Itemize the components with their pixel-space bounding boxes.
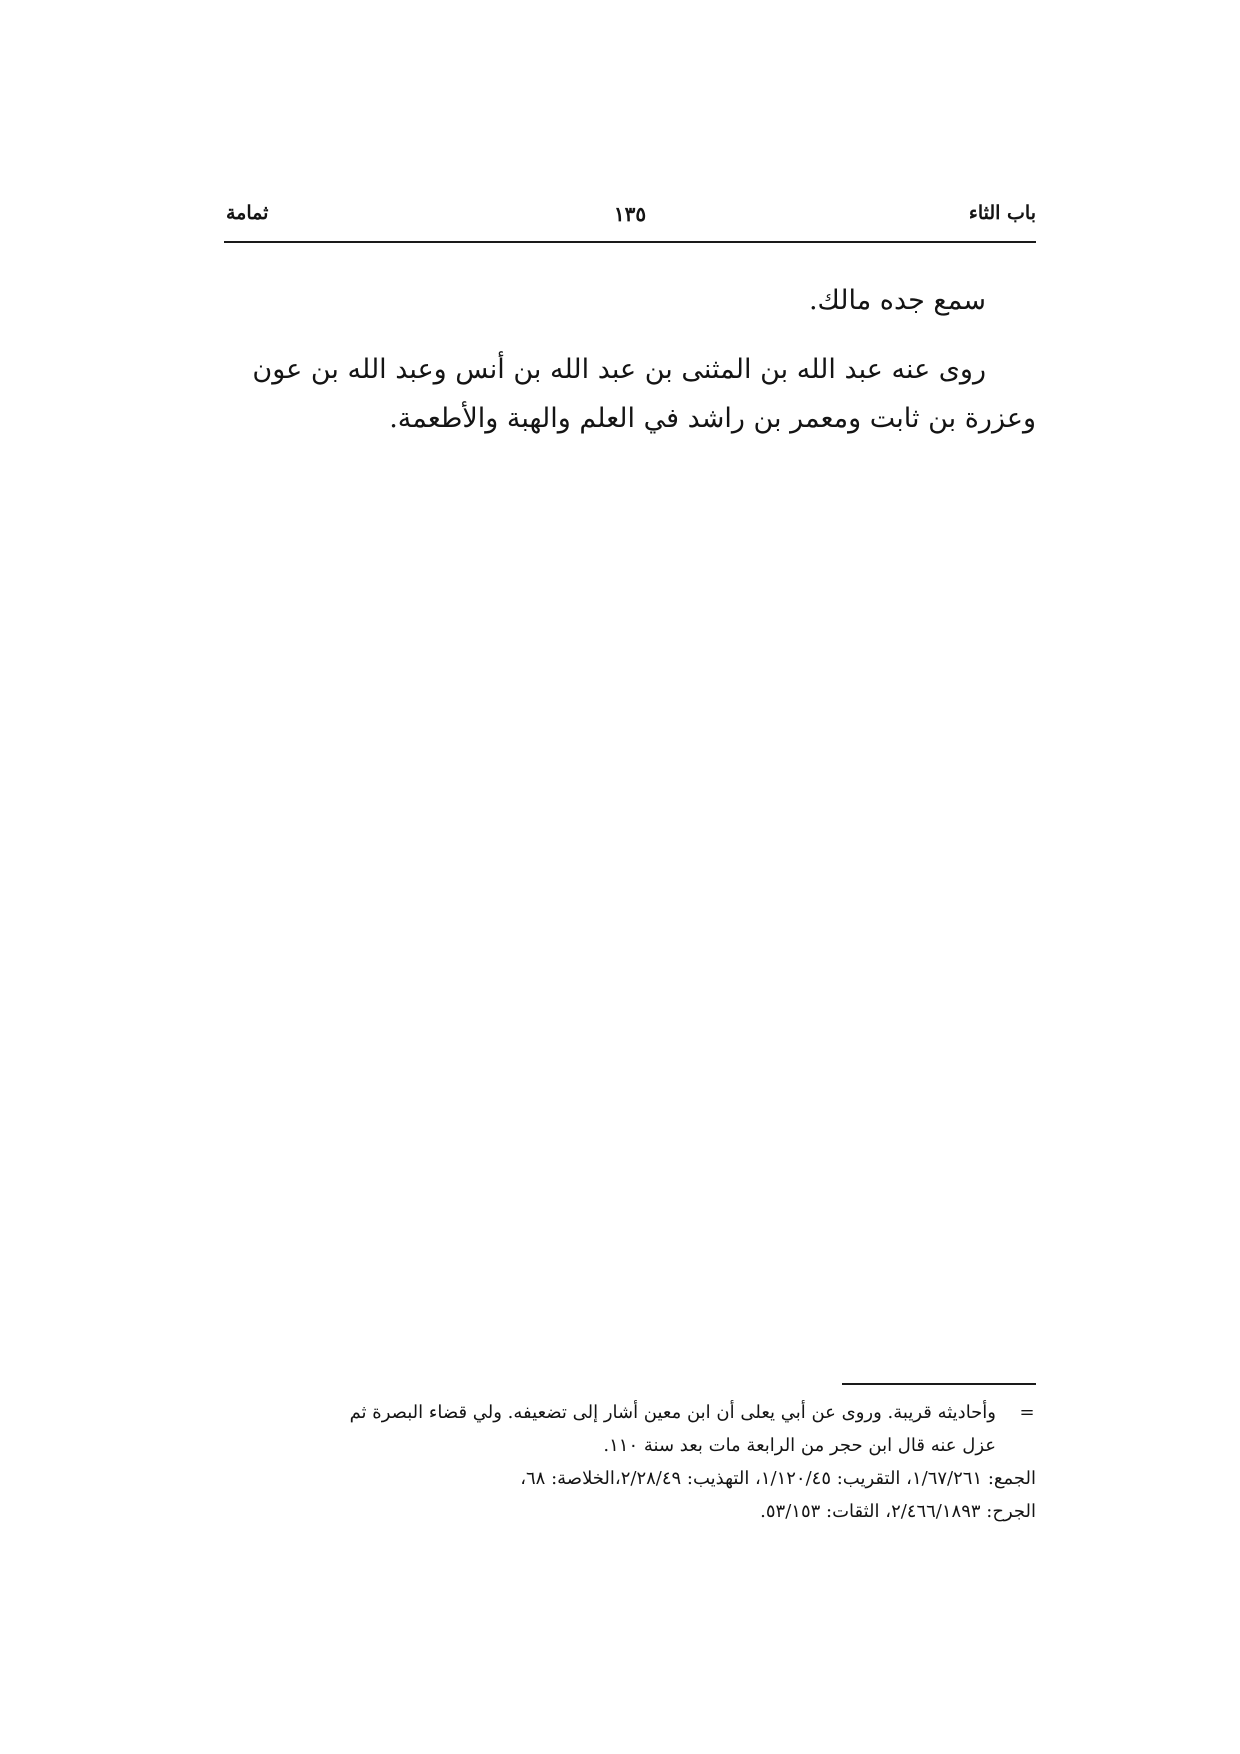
chapter-title: باب الثاء: [968, 202, 1036, 224]
footnote-line: [218, 1495, 1036, 1528]
footnote-references-1: الجمع: ١/٦٧/٢٦١، التقريب: ١/١٢٠/٤٥، التهذيب: ٢/٢٨/٤٩،الخلاصة: ٦٨،: [520, 1468, 1036, 1489]
header-rule: [224, 241, 1036, 243]
paragraph-narrators: روى عنه عبد الله بن المثنى بن عبد الله بن أنس وعبد الله بن عون وعزرة بن ثابت ومعمر بن راشد في العلم والهبة والأطعمة.: [252, 354, 1036, 434]
paragraph-heard-from: سمع جده مالك.: [808, 285, 986, 316]
page-number: ١٣٥: [613, 202, 647, 226]
entry-name: ثمامة: [226, 202, 269, 224]
main-text: [222, 276, 1036, 459]
footnote-text-2: عزل عنه قال ابن حجر من الرابعة مات بعد سنة ١١٠.: [603, 1435, 996, 1456]
footnote-references-2: الجرح: ٢/٤٦٦/١٨٩٣، الثقات: ٥٣/١٥٣.: [760, 1501, 1036, 1522]
footnote-line: [218, 1462, 1036, 1495]
footnote-line: [218, 1429, 1036, 1462]
footnotes: [218, 1396, 1036, 1528]
continuation-mark: =: [1019, 1402, 1035, 1423]
footnote-line: [218, 1396, 1036, 1429]
footnote-rule: [842, 1383, 1036, 1385]
footnote-text-1: وأحاديثه قريبة. وروى عن أبي يعلى أن ابن معين أشار إلى تضعيفه. ولي قضاء البصرة ثم: [349, 1402, 996, 1423]
running-header: [224, 196, 1036, 240]
